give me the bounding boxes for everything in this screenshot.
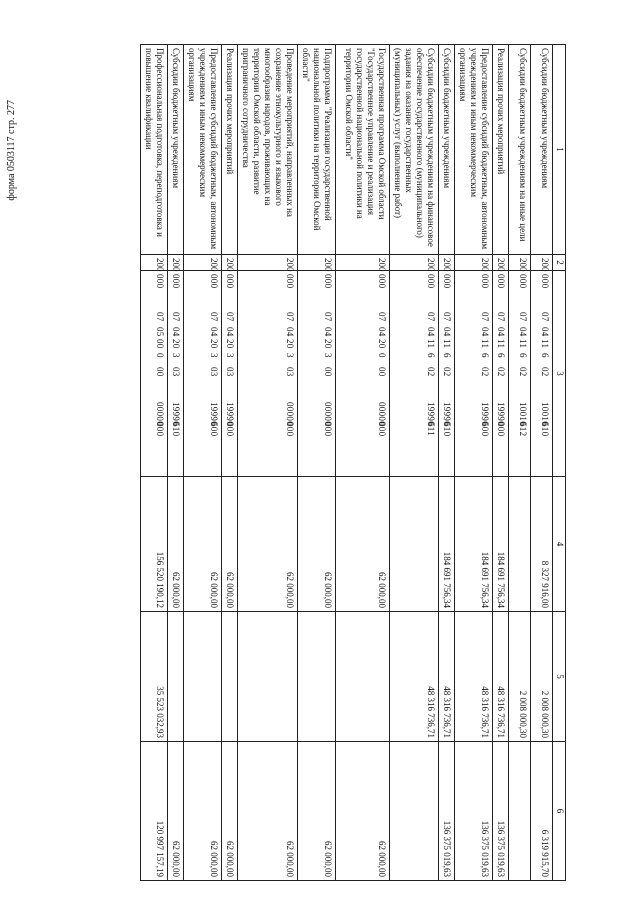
form-label: форма 0503117 стр. 277 [6,100,17,201]
row-budget-code [141,271,168,477]
code-part: 00000 [323,402,333,426]
col-header-3: 3 [553,271,566,477]
code-part: 000 [155,274,165,289]
row-budget-code [298,271,336,477]
table-row [336,45,390,881]
code-part: 3 [225,353,235,358]
code-part: 000 [496,274,506,289]
code-part: 07 [155,312,165,322]
column-number-row [553,45,566,881]
code-part: 0 [155,353,165,358]
row-line-code: 200 [509,255,531,271]
code-part: 600 [209,422,219,437]
code-part: 000 [496,422,506,437]
code-part: 19990 [496,402,506,426]
code-part: 04 [285,327,295,337]
code-part: 03 [171,367,181,377]
code-part: 610 [540,422,550,437]
row-value-c6: 62 000,00 [184,742,222,881]
code-part: 20 [377,339,387,349]
code-part: 11 [518,339,528,349]
code-part: 02 [480,367,490,377]
table-row [493,45,509,881]
row-value-c5: 48 316 736,71 [439,612,455,742]
code-part: 000 [377,422,387,437]
code-part: 000 [155,422,165,437]
code-part: 000 [285,422,295,437]
code-part: 04 [225,327,235,337]
table-row [439,45,455,881]
row-name: Субсидии бюджетным учреждениям [439,45,455,255]
code-part: 19990 [171,402,181,426]
table-row [455,45,493,881]
code-part: 000 [518,274,528,289]
row-value-c4: 62 000,00 [222,477,238,612]
row-value-c4: 62 000,00 [238,477,298,612]
code-part: 20 [323,339,333,349]
code-part: 000 [377,274,387,289]
table-row [141,45,168,881]
row-name: Предоставление субсидий бюджетным, автономным учреждениям и иным некоммерческим организациям [455,45,493,255]
row-value-c5: 2 008 000,30 [531,612,553,742]
row-value-c6: 6 319 915,70 [531,742,553,881]
code-part: 07 [496,312,506,322]
code-part: 000 [480,274,490,289]
row-value-c5: 48 316 736,71 [493,612,509,742]
code-part: 00000 [377,402,387,426]
row-line-code: 200 [493,255,509,271]
code-part: 000 [323,274,333,289]
code-part: 04 [480,327,490,337]
code-part: 04 [323,327,333,337]
code-part: 04 [377,327,387,337]
row-name: Субсидии бюджетным учреждениям [531,45,553,255]
code-part: 612 [518,422,528,437]
code-part: 611 [426,422,436,437]
code-part: 02 [518,367,528,377]
code-part: 03 [209,367,219,377]
row-name: Субсидии бюджетным учреждениям [168,45,184,255]
code-part: 6 [426,353,436,358]
code-part: 000 [426,274,436,289]
row-value-c6 [509,742,531,881]
code-part: 07 [377,312,387,322]
table-row [168,45,184,881]
row-budget-code [336,271,390,477]
code-part: 6 [518,353,528,358]
table-row [298,45,336,881]
table-row [390,45,439,881]
code-part: 20 [171,339,181,349]
row-line-code: 200 [298,255,336,271]
row-name: Проведение мероприятий, направленных на сохранение этнокультурного и языкового многообразия народов, проживающих на территории Омской области, развитие приграничного сотрудничества [238,45,298,255]
row-value-c5: 48 316 736,71 [390,612,439,742]
code-part: 6 [480,353,490,358]
code-part: 02 [540,367,550,377]
code-part: 00 [323,367,333,377]
row-budget-code [455,271,493,477]
code-part: 6 [496,353,506,358]
row-value-c4 [509,477,531,612]
row-name: Государственная программа Омской области "Государственное управление и реализация государственной национальной политики на территории Омской области" [336,45,390,255]
row-value-c5: 2 008 000,30 [509,612,531,742]
row-line-code: 200 [455,255,493,271]
code-part: 07 [540,312,550,322]
code-part: 04 [426,327,436,337]
row-budget-code [390,271,439,477]
code-part: 00 [155,339,165,349]
code-part: 11 [480,339,490,349]
code-part: 05 [155,327,165,337]
code-part: 00 [155,367,165,377]
code-part: 20 [285,339,295,349]
row-name: Профессиональная подготовка, переподготовка и повышение квалификации [141,45,168,255]
table-row [222,45,238,881]
code-part: 04 [171,327,181,337]
code-part: 00000 [285,402,295,426]
table-row [531,45,553,881]
row-value-c6: 136 375 019,63 [455,742,493,881]
report-page [76,44,566,880]
code-part: 03 [225,367,235,377]
row-value-c4: 184 691 756,34 [439,477,455,612]
row-name: Подпрограмма "Реализация государственной национальной политики на территории Омской области" [298,45,336,255]
code-part: 000 [323,422,333,437]
code-part: 610 [171,422,181,437]
code-part: 02 [442,367,452,377]
row-name: Реализация прочих мероприятий [493,45,509,255]
col-header-5: 5 [553,612,566,742]
code-part: 610 [442,422,452,437]
code-part: 00000 [155,402,165,426]
code-part: 19990 [480,402,490,426]
code-part: 07 [171,312,181,322]
code-part: 04 [496,327,506,337]
row-value-c4: 62 000,00 [168,477,184,612]
code-part: 3 [323,353,333,358]
col-header-6: 6 [553,742,566,881]
row-value-c6: 136 375 019,63 [439,742,455,881]
row-budget-code [493,271,509,477]
code-part: 000 [171,274,181,289]
code-part: 20 [209,339,219,349]
row-name: Субсидии бюджетным учреждениям на иные цели [509,45,531,255]
row-value-c5 [184,612,222,742]
row-value-c5 [298,612,336,742]
row-budget-code [222,271,238,477]
code-part: 07 [225,312,235,322]
row-line-code: 200 [531,255,553,271]
code-part: 11 [496,339,506,349]
row-value-c5: 48 316 736,71 [455,612,493,742]
code-part: 000 [540,274,550,289]
row-value-c6: 136 375 019,63 [493,742,509,881]
table-body [141,45,553,881]
code-part: 000 [225,274,235,289]
code-part: 19990 [426,402,436,426]
row-value-c6: 62 000,00 [222,742,238,881]
row-line-code: 200 [390,255,439,271]
row-line-code: 200 [168,255,184,271]
row-value-c4: 184 691 756,34 [455,477,493,612]
code-part: 02 [426,367,436,377]
row-value-c5: 35 523 032,93 [141,612,168,742]
code-part: 10010 [518,402,528,426]
code-part: 07 [323,312,333,322]
budget-table [140,44,566,881]
row-name: Реализация прочих мероприятий [222,45,238,255]
row-line-code: 200 [222,255,238,271]
row-value-c6: 62 000,00 [298,742,336,881]
code-part: 000 [225,422,235,437]
code-part: 04 [442,327,452,337]
row-budget-code [168,271,184,477]
row-line-code: 200 [439,255,455,271]
code-part: 19990 [225,402,235,426]
code-part: 04 [518,327,528,337]
code-part: 3 [285,353,295,358]
row-budget-code [531,271,553,477]
row-name: Предоставление субсидий бюджетным, автономным учреждениям и иным некоммерческим организациям [184,45,222,255]
code-part: 20 [225,339,235,349]
row-budget-code [238,271,298,477]
col-header-2: 2 [553,255,566,271]
code-part: 000 [285,274,295,289]
code-part: 19990 [209,402,219,426]
table-row [238,45,298,881]
row-value-c5 [336,612,390,742]
row-line-code: 200 [141,255,168,271]
code-part: 07 [426,312,436,322]
code-part: 000 [209,274,219,289]
row-value-c5 [168,612,184,742]
code-part: 600 [480,422,490,437]
code-part: 3 [171,353,181,358]
row-value-c6: 120 997 157,19 [141,742,168,881]
row-value-c4: 8 327 916,00 [531,477,553,612]
code-part: 3 [209,353,219,358]
row-value-c4: 62 000,00 [184,477,222,612]
code-part: 000 [442,274,452,289]
code-part: 11 [442,339,452,349]
row-value-c4 [390,477,439,612]
code-part: 11 [540,339,550,349]
col-header-1: 1 [553,45,566,255]
code-part: 0 [377,353,387,358]
row-value-c6: 62 000,00 [336,742,390,881]
code-part: 02 [496,367,506,377]
row-name: Субсидии бюджетным учреждениям на финансовое обеспечение государственного (муниципального) задания на оказание государственных (муниципальных) услуг (выполнение работ) [390,45,439,255]
row-line-code: 200 [238,255,298,271]
code-part: 07 [518,312,528,322]
code-part: 04 [540,327,550,337]
code-part: 11 [426,339,436,349]
col-header-4: 4 [553,477,566,612]
code-part: 07 [480,312,490,322]
code-part: 6 [442,353,452,358]
row-value-c6 [390,742,439,881]
row-value-c5 [222,612,238,742]
row-value-c4: 156 520 190,12 [141,477,168,612]
row-value-c4: 62 000,00 [298,477,336,612]
row-value-c4: 184 691 756,34 [493,477,509,612]
code-part: 07 [209,312,219,322]
row-budget-code [439,271,455,477]
row-value-c6: 62 000,00 [238,742,298,881]
code-part: 19990 [442,402,452,426]
row-value-c4: 62 000,00 [336,477,390,612]
row-value-c5 [238,612,298,742]
row-budget-code [509,271,531,477]
row-line-code: 200 [336,255,390,271]
row-budget-code [184,271,222,477]
code-part: 03 [285,367,295,377]
code-part: 00 [377,367,387,377]
code-part: 6 [540,353,550,358]
table-row [509,45,531,881]
code-part: 04 [209,327,219,337]
code-part: 07 [285,312,295,322]
row-value-c6: 62 000,00 [168,742,184,881]
table-row [184,45,222,881]
code-part: 07 [442,312,452,322]
row-line-code: 200 [184,255,222,271]
code-part: 10010 [540,402,550,426]
